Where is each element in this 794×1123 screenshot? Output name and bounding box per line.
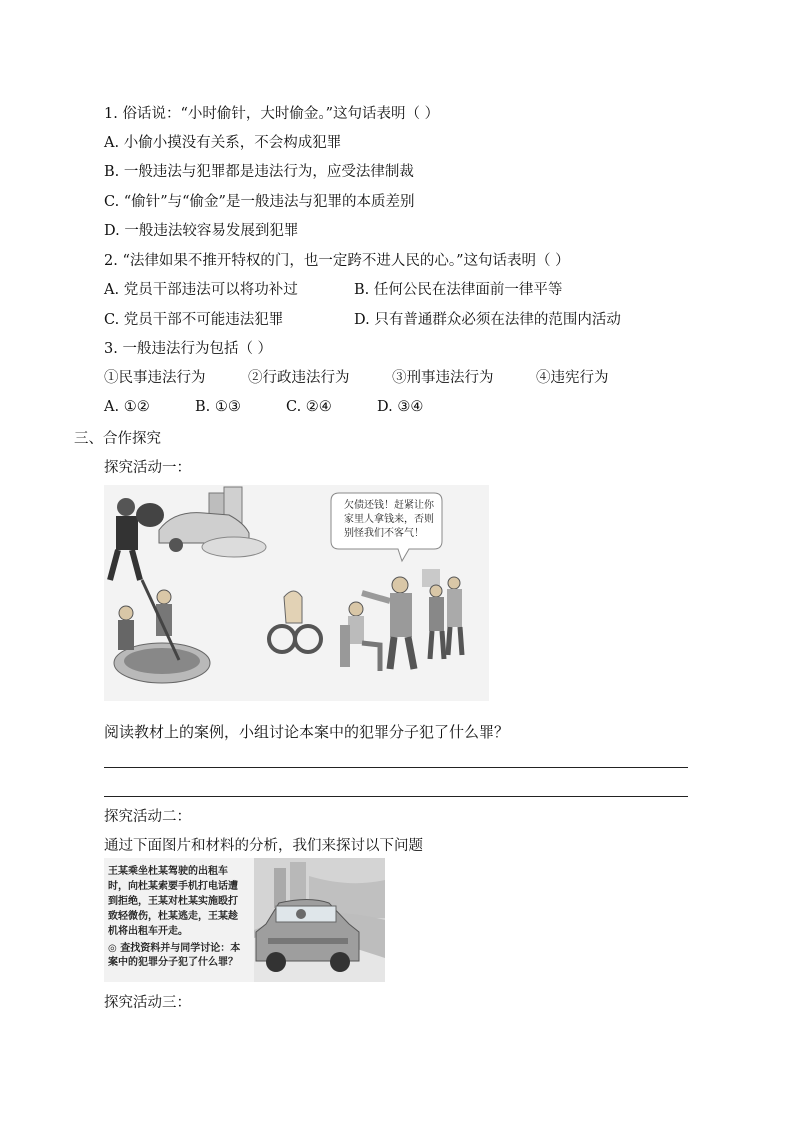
activity2-label: 探究活动二： bbox=[104, 809, 191, 825]
q1-option-b: B. 一般违法与犯罪都是违法行为，应受法律制裁 bbox=[104, 164, 414, 180]
q3-option-c: C. ②④ bbox=[286, 399, 332, 415]
q1-option-d: D. 一般违法较容易发展到犯罪 bbox=[104, 223, 299, 239]
activity1-illustration bbox=[104, 485, 489, 701]
activity2-task: ◎ 查找资料并与同学讨论：本案中的犯罪分子犯了什么罪？ bbox=[108, 943, 241, 968]
q3-option-d: D. ③④ bbox=[377, 399, 424, 415]
activity2-material: 王某乘坐杜某驾驶的出租车时，向杜某索要手机打电话遭到拒绝，王某对杜某实施殴打致轻微伤，杜某逃走，王某趁机将出租车开走。 bbox=[108, 866, 238, 937]
answer-line-1[interactable] bbox=[104, 767, 688, 768]
q3-item-1: ①民事违法行为 bbox=[104, 370, 206, 386]
q1-option-a: A. 小偷小摸没有关系，不会构成犯罪 bbox=[104, 135, 342, 151]
q2-option-d: D. 只有普通群众必须在法律的范围内活动 bbox=[354, 312, 621, 328]
q1-option-c: C. “偷针”与“偷金”是一般违法与犯罪的本质差别 bbox=[104, 194, 415, 210]
q3-item-3: ③刑事违法行为 bbox=[392, 370, 494, 386]
answer-line-2[interactable] bbox=[104, 796, 688, 797]
q3-item-2: ②行政违法行为 bbox=[248, 370, 350, 386]
q2-option-a: A. 党员干部违法可以将功补过 bbox=[104, 282, 298, 298]
section-title: 三、合作探究 bbox=[74, 431, 161, 447]
activity1-label: 探究活动一： bbox=[104, 460, 191, 476]
q2-stem: 2. “法律如果不推开特权的门，也一定跨不进人民的心。”这句话表明（ ） bbox=[104, 253, 570, 269]
q3-stem: 3. 一般违法行为包括（ ） bbox=[104, 341, 273, 357]
activity1-speech-text: 欠债还钱！赶紧让你家里人拿钱来，否则别怪我们不客气！ bbox=[344, 500, 434, 539]
activity3-label: 探究活动三： bbox=[104, 995, 191, 1011]
q1-stem: 1. 俗话说：“小时偷针，大时偷金。”这句话表明（ ） bbox=[104, 106, 440, 122]
q3-option-b: B. ①③ bbox=[195, 399, 241, 415]
q3-item-4: ④违宪行为 bbox=[536, 370, 609, 386]
q3-option-a: A. ①② bbox=[104, 399, 150, 415]
activity2-illustration bbox=[104, 858, 385, 982]
activity1-prompt: 阅读教材上的案例，小组讨论本案中的犯罪分子犯了什么罪？ bbox=[104, 723, 510, 741]
q2-option-b: B. 任何公民在法律面前一律平等 bbox=[354, 282, 563, 298]
q2-option-c: C. 党员干部不可能违法犯罪 bbox=[104, 312, 284, 328]
activity2-intro: 通过下面图片和材料的分析，我们来探讨以下问题 bbox=[104, 838, 423, 854]
